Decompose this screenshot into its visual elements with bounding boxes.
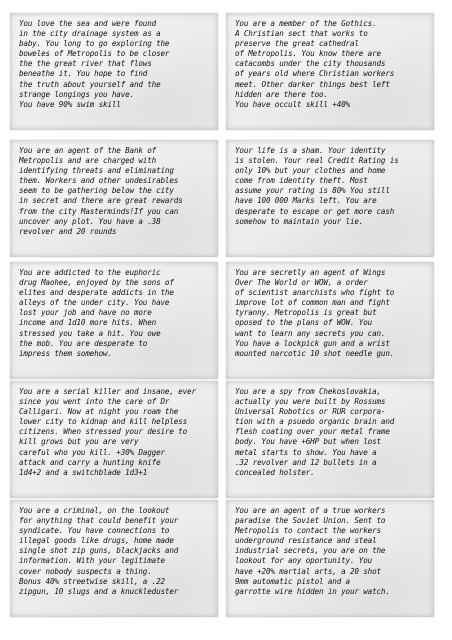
card-text: You are a criminal, on the lookout for anything that could benefit your syndicate. You have connections to illegal goods like drugs, home made single shot zip guns, blackjacks and information. With your legitimate cover nobody suspects a thing. Bonus 40% streetwise skill, a .22 zipgun, 10 slugs and a knuckleduster [19,506,179,596]
card-text: You are a member of the Gothics. A Christian sect that works to preserve the great cathedral of Metropolis. You know there are catacombs under the city thousands of years old where Christian workers meet. Other darker things best left hidden are there too. You have occult skill +40% [235,19,395,109]
character-card-addict [10,262,218,379]
character-card-gothic [226,13,434,130]
card-text: You are secretly an agent of Wings Over The World or WOW, a order of scientist anarchists who fight to improve lot of common man and fight tyranny. Metropolis is great but oposed to the plans of WOW. You want to learn any secrets you can. You have a lockpick gun and a wrist mounted narcotic 10 shot needle gun. [235,268,395,358]
character-card-criminal [10,500,218,617]
character-card-robot-spy [226,381,434,498]
card-text: You are a serial killer and insane, ever since you went into the care of Dr Calligari. Now at night you roam the lower city to kidnap and kill helpless citizens. When stressed your desire to kill grows but you are very careful who you kill. +30% Dagger attack and carry a hunting knife 1d4+2 and a switchblade 1d3+1 [19,387,196,477]
character-card-sea-lover [10,13,218,130]
card-text: You are an agent of the Bank of Metropolis and are charged with identifying threats and eliminating them. Workers and other undesirables seem to be gathering below the city in secret and there are great rewards from the city Masterminds!If you can uncover any plot. You have a .38 revolver and 20 rounds [19,146,183,236]
character-card-identity-thief [226,140,434,257]
character-card-bank-agent [10,140,218,257]
card-text: You are addicted to the euphoric drug Maohee, enjoyed by the sons of elites and desperate addicts in the alleys of the under city. You have lost your job and have no more income and 1d10 more hits. When stressed you take a hit. You owe the mob. You are desperate to impress them somehow. [19,268,174,358]
card-text: Your life is a sham. Your identity is stolen. Your real Credit Rating is only 10% but your clothes and home come from identity theft. Most assume your rating is 80% You still have 100 000 Marks left. You are desperate to escape or get more cash somehow to maintain your lie. [235,146,399,226]
character-card-serial-killer [10,381,218,498]
card-text: You are an agent of a true workers paradise the Soviet Union. Sent to Metropolis to contact the workers underground resistance and steal industrial secrets, you are on the lookout for any oportunity. You have +20% martial arts, a 20 shot 9mm automatic pistol and a garrotte wire hidden in your watch. [235,506,390,596]
card-text: You are a spy from Chekoslovakia, actually you were built by Rossums Universal Robotics or RUR corpora- tion with a psuedo organic brain and flesh coating over your metal frame body. You have +6HP but when lost metal starts to show. You have a .32 revolver and 12 bullets in a concealed holster. [235,387,395,477]
character-card-soviet-agent [226,500,434,617]
character-card-wow-agent [226,262,434,379]
card-text: You love the sea and were found in the city drainage system as a baby. You long to go exploring the boweles of Metropolis to be closer the the great river that flows beneathe it. You hope to find the truth about yourself and the strange longings you have. You have 90% swim skill [19,19,170,109]
